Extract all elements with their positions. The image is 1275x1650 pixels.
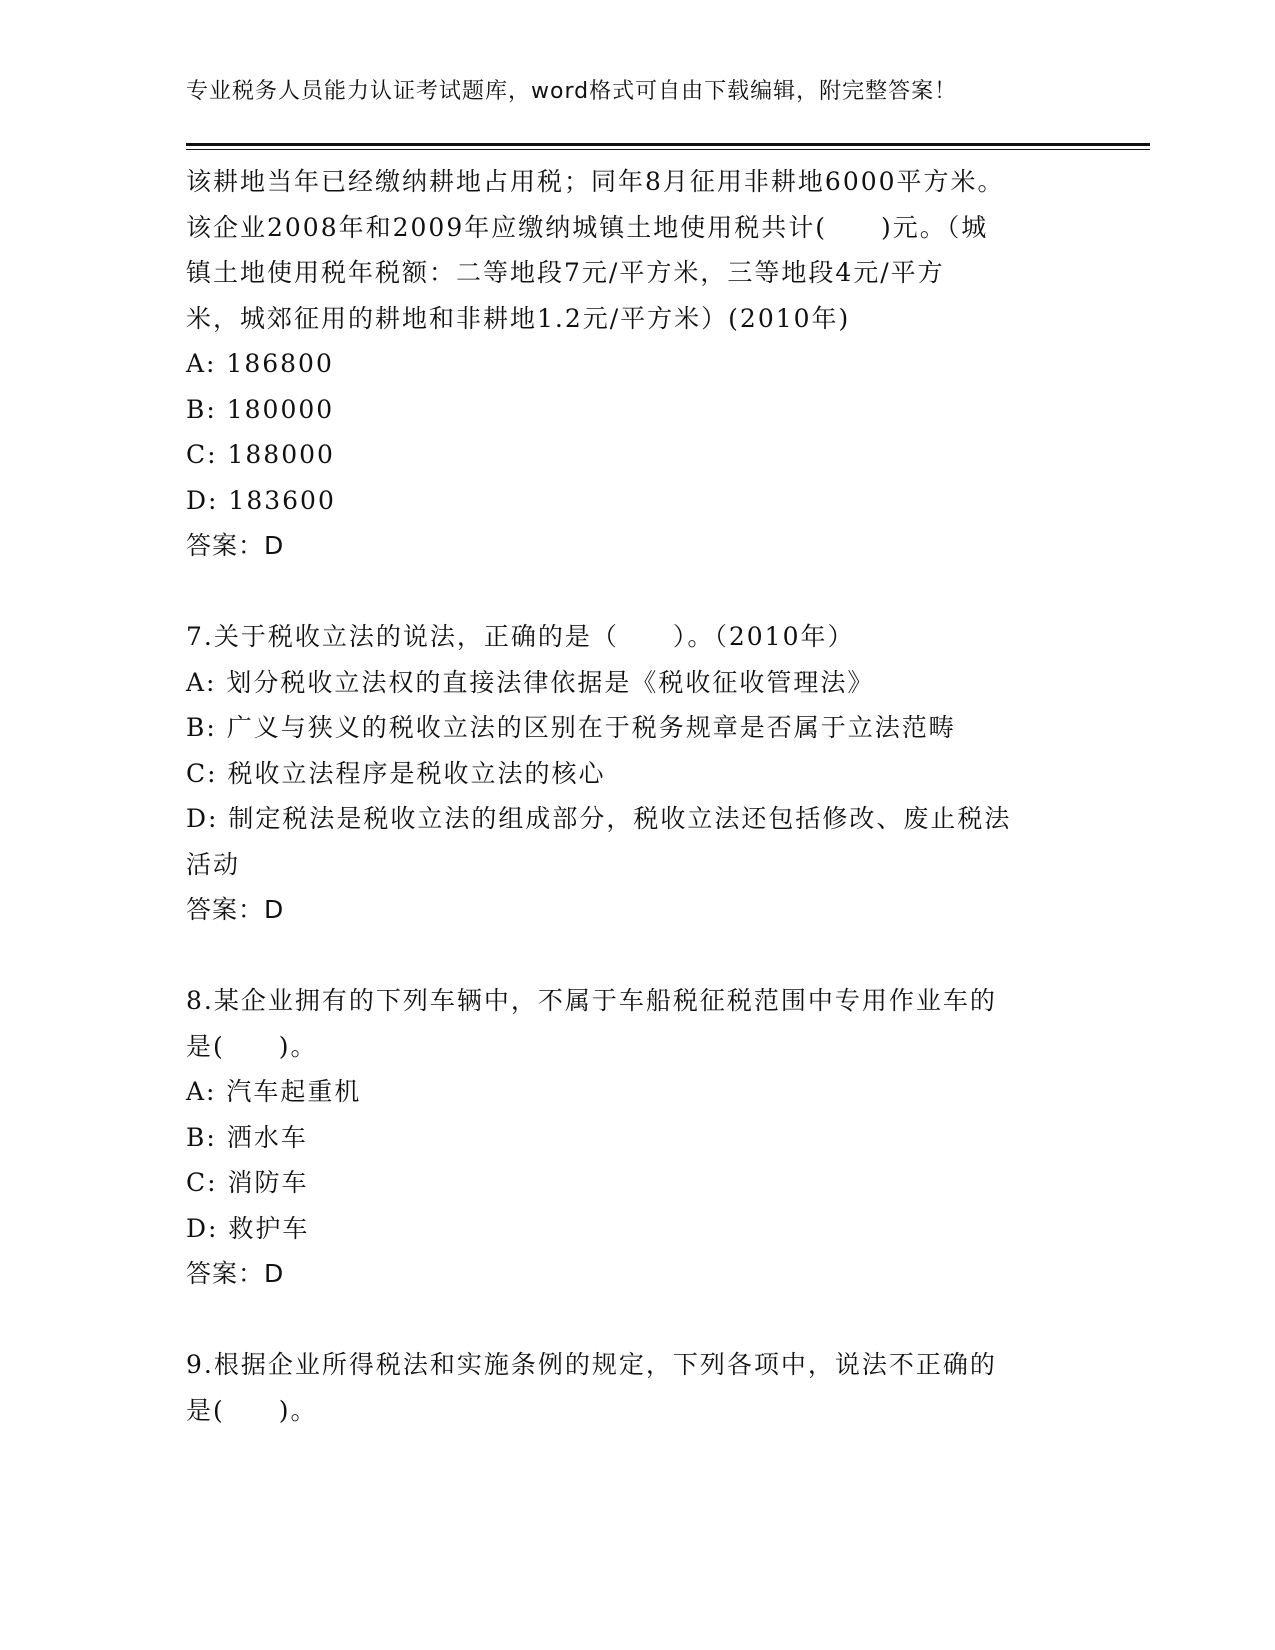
question-text-line: 是( )。 (186, 1395, 318, 1425)
document-body (186, 159, 1086, 1433)
spacer (186, 569, 1086, 615)
question-6 (186, 159, 1086, 569)
option-b: B: 洒水车 (186, 1122, 308, 1152)
question-9 (186, 1342, 1086, 1433)
answer: 答案：D (186, 895, 285, 924)
option-b: B: 广义与狭义的税收立法的区别在于税务规章是否属于立法范畴 (186, 713, 956, 742)
spacer (186, 1297, 1086, 1343)
question-text-line: 7.关于税收立法的说法，正确的是（ ）。（2010年） (186, 622, 855, 651)
spacer (186, 933, 1086, 979)
option-b: B: 180000 (186, 394, 335, 424)
header-rule-thick (186, 143, 1150, 146)
option-a: A: 186800 (186, 349, 334, 378)
option-c: C: 税收立法程序是税收立法的核心 (186, 758, 606, 788)
option-d: D: 183600 (186, 485, 336, 515)
option-c: C: 188000 (186, 440, 335, 469)
question-text-line: 米，城郊征用的耕地和非耕地1.2元/平方米）(2010年) (186, 303, 851, 333)
option-a: A: 划分税收立法权的直接法律依据是《税收征收管理法》 (186, 667, 875, 697)
question-text-line: 该耕地当年已经缴纳耕地占用税；同年8月征用非耕地6000平方米。 (186, 167, 1005, 196)
question-text-line: 镇土地使用税年税额：二等地段7元/平方米，三等地段4元/平方 (186, 258, 945, 287)
question-7 (186, 614, 1086, 933)
answer: 答案：D (186, 531, 285, 560)
option-c: C: 消防车 (186, 1168, 309, 1197)
option-d-continued: 活动 (186, 849, 241, 879)
option-d: D: 制定税法是税收立法的组成部分，税收立法还包括修改、废止税法 (186, 804, 1012, 833)
question-8 (186, 978, 1086, 1297)
option-d: D: 救护车 (186, 1213, 310, 1243)
question-text-line: 该企业2008年和2009年应缴纳城镇土地使用税共计( )元。（城 (186, 212, 989, 242)
question-text-line: 9.根据企业所得税法和实施条例的规定，下列各项中，说法不正确的 (186, 1350, 997, 1379)
question-text-line: 8.某企业拥有的下列车辆中，不属于车船税征税范围中专用作业车的 (186, 986, 997, 1015)
question-text-line: 是( )。 (186, 1031, 318, 1061)
answer: 答案：D (186, 1259, 285, 1288)
header-rule-thin (186, 149, 1150, 150)
option-a: A: 汽车起重机 (186, 1077, 362, 1106)
page-header: 专业税务人员能力认证考试题库，word格式可自由下载编辑，附完整答案！ (186, 79, 958, 104)
